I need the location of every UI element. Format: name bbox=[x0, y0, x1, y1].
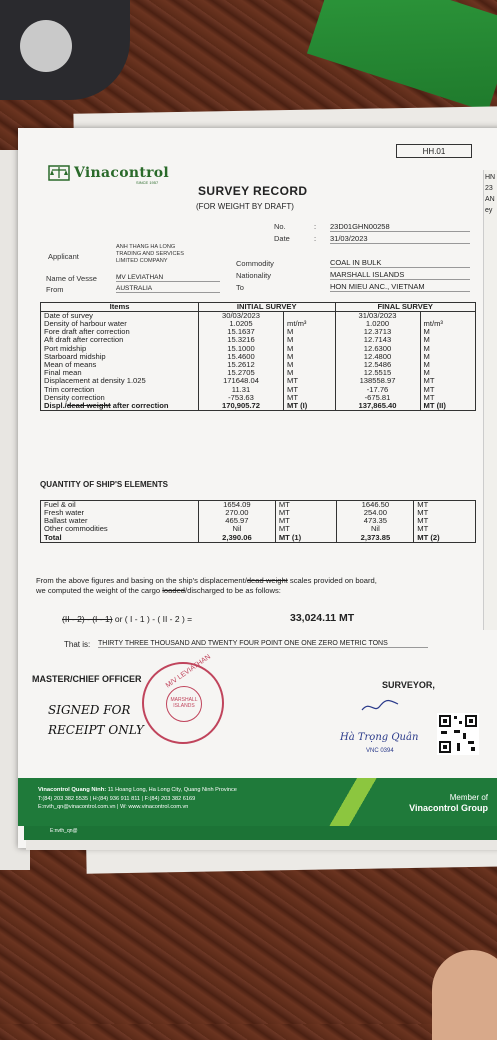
initial-unit: MT bbox=[284, 386, 335, 394]
initial-value: 2,390.06 bbox=[199, 534, 276, 543]
row-item bbox=[41, 402, 199, 411]
table-row bbox=[41, 361, 476, 369]
initial-value: 270.00 bbox=[199, 509, 276, 517]
final-value: 254.00 bbox=[337, 509, 414, 517]
initial-unit: M bbox=[284, 361, 335, 369]
initial-value: 15.2612 bbox=[199, 361, 284, 369]
no-label: No. bbox=[274, 222, 286, 231]
final-unit: MT bbox=[414, 501, 476, 510]
initial-unit: MT bbox=[275, 509, 337, 517]
initial-unit: MT (I) bbox=[284, 402, 335, 411]
row-item: Density of harbour water bbox=[41, 320, 199, 328]
final-unit: MT bbox=[414, 509, 476, 517]
final-unit: M bbox=[420, 328, 475, 336]
initial-value: 1.0205 bbox=[199, 320, 284, 328]
final-value: 12.4800 bbox=[335, 353, 420, 361]
initial-value: 15.2705 bbox=[199, 369, 284, 377]
colon: : bbox=[314, 222, 317, 231]
final-value: 1646.50 bbox=[337, 501, 414, 510]
table-row bbox=[41, 525, 476, 533]
initial-value: 11.31 bbox=[199, 386, 284, 394]
final-unit: MT bbox=[420, 377, 475, 385]
col-initial: INITIAL SURVEY bbox=[199, 303, 336, 312]
final-value: 12.7143 bbox=[335, 336, 420, 344]
nationality-value: MARSHALL ISLANDS bbox=[330, 270, 470, 280]
initial-value: 15.1637 bbox=[199, 328, 284, 336]
row-item: Aft draft after correction bbox=[41, 336, 199, 344]
row-item: Displacement at density 1.025 bbox=[41, 377, 199, 385]
final-unit: M bbox=[420, 345, 475, 353]
doc-code: HH.01 bbox=[396, 144, 472, 158]
row-item: Trim correction bbox=[41, 386, 199, 394]
vessel-label: Name of Vesse bbox=[46, 274, 97, 283]
initial-unit: MT bbox=[284, 377, 335, 385]
table-row bbox=[41, 509, 476, 517]
final-unit: M bbox=[420, 369, 475, 377]
final-unit: MT (II) bbox=[420, 402, 475, 411]
row-item: Other commodities bbox=[41, 525, 199, 533]
initial-value: 15.3216 bbox=[199, 336, 284, 344]
final-value: 12.5515 bbox=[335, 369, 420, 377]
table-row bbox=[41, 377, 476, 385]
handwritten-note: SIGNED FOR RECEIPT ONLY bbox=[48, 703, 144, 737]
date-value: 31/03/2023 bbox=[330, 234, 470, 244]
initial-unit: M bbox=[284, 369, 335, 377]
applicant-label: Applicant bbox=[48, 252, 79, 261]
row-item: Starboard midship bbox=[41, 353, 199, 361]
initial-value: 171648.04 bbox=[199, 377, 284, 385]
final-value: 12.6300 bbox=[335, 345, 420, 353]
row-item: Mean of means bbox=[41, 361, 199, 369]
initial-unit: M bbox=[284, 336, 335, 344]
amount-in-words: THIRTY THREE THOUSAND AND TWENTY FOUR POINT ONE ONE ZERO METRIC TONS bbox=[98, 640, 428, 648]
table-row bbox=[41, 353, 476, 361]
row-item: Density correction bbox=[41, 394, 199, 402]
doc-subtitle: (FOR WEIGHT BY DRAFT) bbox=[196, 202, 294, 211]
table-row bbox=[41, 501, 476, 510]
final-value: 473.35 bbox=[337, 517, 414, 525]
item-strike: dead weight bbox=[66, 400, 111, 410]
from-value: AUSTRALIA bbox=[116, 285, 220, 293]
vessel-stamp: M/V LEVIATHAN MARSHALL ISLANDS bbox=[142, 662, 224, 744]
from-label: From bbox=[46, 285, 64, 294]
final-unit: M bbox=[420, 361, 475, 369]
initial-value: 30/03/2023 bbox=[199, 312, 284, 321]
under-page-band: E:nvth_qn@ bbox=[24, 826, 497, 840]
final-unit: M bbox=[420, 336, 475, 344]
quantity-title: QUANTITY OF SHIP'S ELEMENTS bbox=[40, 480, 168, 489]
finger bbox=[432, 950, 497, 1040]
row-item: Fresh water bbox=[41, 509, 199, 517]
initial-unit: M bbox=[284, 353, 335, 361]
initial-value: Nil bbox=[199, 525, 276, 533]
final-unit: M bbox=[420, 353, 475, 361]
no-value: 23D01GHN00258 bbox=[330, 222, 470, 232]
initial-value: 1654.09 bbox=[199, 501, 276, 510]
table-row bbox=[41, 386, 476, 394]
applicant-value: ANH THANG HA LONG TRADING AND SERVICES LIMITED COMPANY bbox=[116, 244, 184, 264]
brand-since: SINCE 1957 bbox=[136, 180, 159, 185]
that-is-label: That is: bbox=[64, 640, 91, 649]
adjacent-document-edge: HN 23 AN ey bbox=[483, 170, 497, 630]
under-page-sheet bbox=[26, 840, 497, 850]
initial-unit: MT bbox=[275, 501, 337, 510]
survey-record-page bbox=[18, 128, 497, 848]
initial-unit: MT bbox=[275, 517, 337, 525]
green-folder bbox=[307, 0, 497, 112]
row-item: Ballast water bbox=[41, 517, 199, 525]
row-item: Total bbox=[41, 534, 199, 543]
final-value: -17.76 bbox=[335, 386, 420, 394]
final-unit: MT bbox=[420, 386, 475, 394]
final-unit: MT bbox=[420, 394, 475, 402]
nationality-label: Nationality bbox=[236, 271, 272, 280]
initial-unit: MT bbox=[275, 525, 337, 533]
surveyor-label: SURVEYOR, bbox=[382, 680, 435, 690]
commodity-label: Commodity bbox=[236, 259, 274, 268]
footer-address: Vinacontrol Quang Ninh: 11 Hoang Long, Ha Long City, Quang Ninh Province T:(84) 203 382 5535 | H:(84) 936 911 811 | F:(84) 203 382 6169 E:nvth_qn@vinacontrol.com.vn | W: www.vinacontrol.com.vn bbox=[38, 787, 237, 810]
final-value: 2,373.85 bbox=[337, 534, 414, 543]
surveyor-signature bbox=[360, 696, 400, 716]
cargo-result: 33,024.11 MT bbox=[290, 612, 355, 624]
final-value: 12.5486 bbox=[335, 361, 420, 369]
row-item: Final mean bbox=[41, 369, 199, 377]
surveyor-name: Hà Trọng Quân bbox=[340, 732, 419, 743]
to-label: To bbox=[236, 283, 244, 292]
final-value: -675.81 bbox=[335, 394, 420, 402]
member-of-group: Member of Vinacontrol Group bbox=[409, 793, 488, 813]
logo-disc bbox=[20, 20, 72, 72]
table-row bbox=[41, 345, 476, 353]
qr-code-icon bbox=[437, 713, 479, 755]
draft-table bbox=[40, 302, 476, 411]
item-part: Displ./ bbox=[44, 400, 67, 410]
row-item: Fore draft after correction bbox=[41, 328, 199, 336]
table-row-total bbox=[41, 534, 476, 543]
commodity-value: COAL IN BULK bbox=[330, 258, 470, 268]
initial-value: 15.1000 bbox=[199, 345, 284, 353]
final-unit: MT (2) bbox=[414, 534, 476, 543]
item-part: after correction bbox=[110, 400, 169, 410]
table-row bbox=[41, 336, 476, 344]
formula: (II - 2) - (I - 1) or ( I - 1 ) - ( II - 2 ) = bbox=[62, 614, 193, 624]
brand-name: Vinacontrol bbox=[74, 165, 170, 181]
master-label: MASTER/CHIEF OFFICER bbox=[32, 674, 142, 684]
initial-unit: M bbox=[284, 345, 335, 353]
row-item: Fuel & oil bbox=[41, 501, 199, 510]
surveyor-code: VNC 0394 bbox=[366, 748, 394, 754]
col-items: Items bbox=[41, 303, 199, 312]
final-value: Nil bbox=[337, 525, 414, 533]
final-unit: mt/m³ bbox=[420, 320, 475, 328]
elements-table bbox=[40, 500, 476, 543]
final-value: 137,865.40 bbox=[335, 402, 420, 411]
initial-value: 170,905.72 bbox=[199, 402, 284, 411]
table-row-total bbox=[41, 402, 476, 411]
final-value: 31/03/2023 bbox=[335, 312, 420, 321]
computation-paragraph: From the above figures and basing on the ship's displacement/dead weight scales provided on board, we computed the weight of the cargo loaded/discharged to be as follows: bbox=[36, 576, 377, 595]
initial-value: -753.63 bbox=[199, 394, 284, 402]
row-item: Date of survey bbox=[41, 312, 199, 321]
footer-band bbox=[18, 778, 497, 826]
final-unit: MT bbox=[414, 517, 476, 525]
doc-title: SURVEY RECORD bbox=[198, 184, 308, 198]
scales-icon bbox=[48, 164, 70, 182]
vessel-value: MV LEVIATHAN bbox=[116, 274, 220, 282]
col-final: FINAL SURVEY bbox=[335, 303, 476, 312]
date-label: Date bbox=[274, 234, 290, 243]
dark-object bbox=[0, 0, 130, 100]
final-value: 138558.97 bbox=[335, 377, 420, 385]
initial-unit: MT (1) bbox=[275, 534, 337, 543]
row-item: Port midship bbox=[41, 345, 199, 353]
initial-unit: MT bbox=[284, 394, 335, 402]
final-value: 12.3713 bbox=[335, 328, 420, 336]
initial-value: 465.97 bbox=[199, 517, 276, 525]
initial-unit: mt/m³ bbox=[284, 320, 335, 328]
to-value: HON MIEU ANC., VIETNAM bbox=[330, 282, 470, 292]
final-unit: MT bbox=[414, 525, 476, 533]
initial-value: 15.4600 bbox=[199, 353, 284, 361]
colon: : bbox=[314, 234, 317, 243]
final-value: 1.0200 bbox=[335, 320, 420, 328]
initial-unit: M bbox=[284, 328, 335, 336]
